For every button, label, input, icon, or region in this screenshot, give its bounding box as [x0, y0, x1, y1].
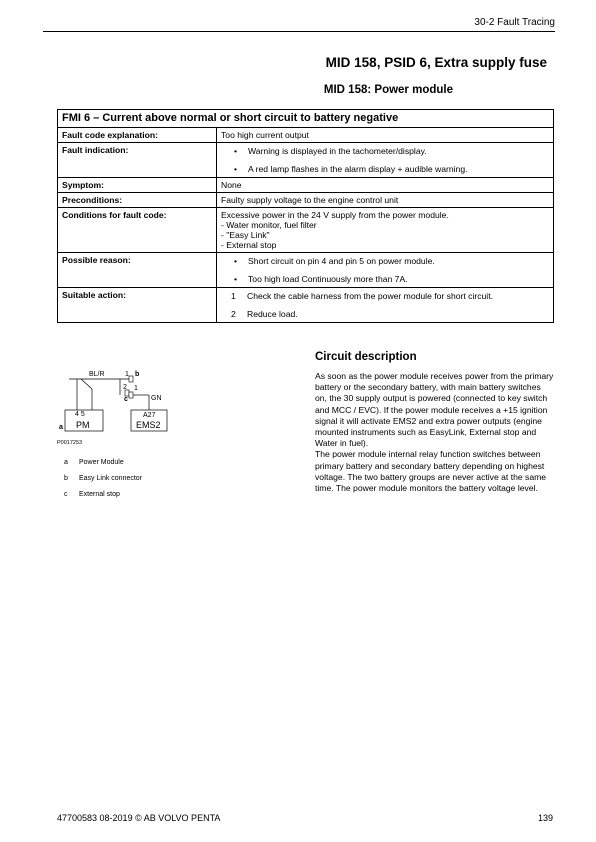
- action-step: [221, 308, 549, 320]
- reason-value: [217, 253, 554, 288]
- letter-a-label: a: [59, 424, 63, 431]
- preconditions-value: Faulty supply voltage to the engine control unit: [217, 193, 554, 208]
- step-number: 1: [231, 291, 236, 301]
- fault-table-heading-row: [58, 110, 554, 128]
- list-item: • Warning is displayed in the tachometer/display.: [221, 145, 549, 157]
- pin-2-label: 2: [123, 384, 127, 391]
- pm-label: PM: [76, 420, 90, 430]
- circuit-description-text: [315, 371, 555, 494]
- legend-item: [64, 459, 142, 475]
- a27-label: A27: [143, 412, 156, 419]
- symptom-value: None: [217, 178, 554, 193]
- pins-45-label: 4 5: [75, 411, 85, 418]
- bl-r-label: BL/R: [89, 371, 105, 378]
- list-item: • A red lamp flashes in the alarm display + audible warning.: [221, 163, 549, 175]
- circuit-paragraph: As soon as the power module receives power from the primary battery or the secondary battery, with main battery switches on, the 30 supply output is powered (connected to key switch and MCC / EVC). If the power module receives a +15 ignition signal it will activate EMS2 and extra power outputs (engine mounted instruments such as EasyLink, External stop and Water in fuel).: [315, 371, 554, 449]
- table-row: [58, 208, 554, 253]
- explanation-value: Too high current output: [217, 128, 554, 143]
- legend-item: [64, 475, 142, 491]
- conditions-label: Conditions for fault code:: [58, 208, 217, 253]
- figure-id: P0017253: [57, 440, 83, 446]
- pin-1b-label: 1: [125, 371, 129, 378]
- condition-line: - "Easy Link": [221, 230, 270, 240]
- action-value: [217, 288, 554, 323]
- table-row: [58, 178, 554, 193]
- step-text: Check the cable harness from the power module for short circuit.: [247, 291, 493, 301]
- easy-link-connector: [129, 376, 133, 382]
- reason-label: Possible reason:: [58, 253, 217, 288]
- page-title: MID 158, PSID 6, Extra supply fuse: [325, 55, 547, 70]
- letter-b-label: b: [135, 371, 140, 378]
- fault-table: [57, 109, 554, 323]
- legend-item: [64, 491, 142, 507]
- legend-letter: c: [64, 491, 68, 498]
- page-subtitle: MID 158: Power module: [323, 84, 453, 96]
- ems2-label: EMS2: [136, 420, 161, 430]
- pin-1-label: 1: [134, 385, 138, 392]
- step-text: Reduce load.: [247, 309, 298, 319]
- circuit-diagram: [57, 365, 177, 447]
- legend-text: External stop: [79, 491, 120, 498]
- external-stop-connector-2: [129, 392, 133, 398]
- symptom-label: Symptom:: [58, 178, 217, 193]
- diagram-legend: [64, 459, 142, 507]
- explanation-label: Fault code explanation:: [58, 128, 217, 143]
- circuit-description-title: Circuit description: [315, 351, 417, 363]
- action-label: Suitable action:: [58, 288, 217, 323]
- table-row: [58, 128, 554, 143]
- wire-diagonal: [81, 379, 92, 389]
- section-header: 30-2 Fault Tracing: [474, 17, 555, 28]
- condition-line: - External stop: [221, 240, 277, 250]
- circuit-paragraph: The power module internal relay function switches between primary battery and secondary battery depending on highest voltage. The two battery groups are never active at the same time. The power module monitors the battery voltage level.: [315, 449, 547, 494]
- indication-label: Fault indication:: [58, 143, 217, 178]
- table-row: [58, 143, 554, 178]
- table-row: [58, 253, 554, 288]
- letter-c-label: c: [124, 396, 128, 403]
- legend-text: Easy Link connector: [79, 475, 143, 482]
- gn-label: GN: [151, 395, 162, 402]
- indication-value: [217, 143, 554, 178]
- page-number: 139: [537, 813, 553, 823]
- legend-letter: b: [64, 475, 68, 482]
- list-item: • Too high load Continuously more than 7A.: [221, 273, 549, 285]
- fmi-heading: FMI 6 – Current above normal or short circuit to battery negative: [58, 110, 554, 128]
- step-number: 2: [231, 309, 236, 319]
- legend-letter: a: [64, 459, 68, 466]
- table-row: [58, 288, 554, 323]
- conditions-value: [217, 208, 554, 253]
- condition-line: - Water monitor, fuel filter: [221, 220, 317, 230]
- list-item: • Short circuit on pin 4 and pin 5 on power module.: [221, 255, 549, 267]
- legend-text: Power Module: [79, 459, 124, 466]
- preconditions-label: Preconditions:: [58, 193, 217, 208]
- condition-line: Excessive power in the 24 V supply from the power module.: [221, 210, 449, 220]
- header-rule: [43, 31, 555, 32]
- table-row: [58, 193, 554, 208]
- action-step: [221, 290, 549, 302]
- footer-doc-id: 47700583 08-2019 © AB VOLVO PENTA: [57, 813, 221, 823]
